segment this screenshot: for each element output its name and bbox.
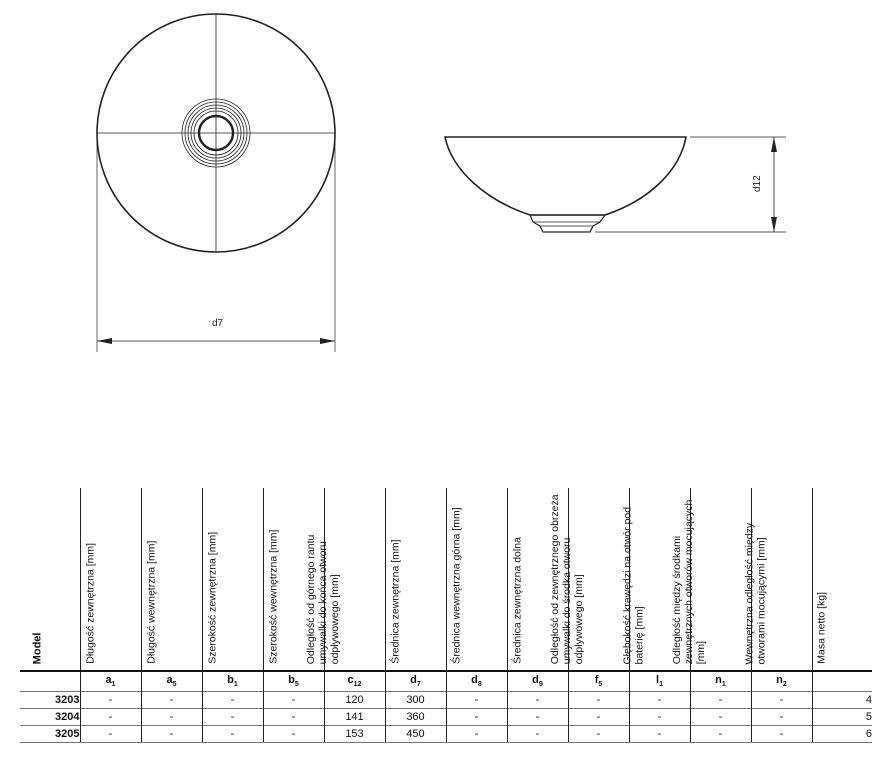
table-cell: - xyxy=(141,692,202,709)
table-cell: - xyxy=(507,692,568,709)
top-view xyxy=(97,14,335,352)
table-body xyxy=(20,692,872,743)
symbol-subscript: 5 xyxy=(294,681,299,689)
symbol-base: n xyxy=(776,674,783,687)
header-model xyxy=(20,488,80,671)
table-cell: - xyxy=(263,709,324,726)
table-cell: - xyxy=(80,709,141,726)
column-header-label: Szerokość zewnętrzna [mm] xyxy=(205,532,218,664)
symbol-subscript: 2 xyxy=(782,681,787,689)
symbol-base: f xyxy=(594,674,599,687)
bowl-profile xyxy=(445,137,686,215)
symbol-base: b xyxy=(227,674,234,687)
table-cell: - xyxy=(446,726,507,743)
column-header-label: Głębokość krawędzi na otwór pod baterię [mm] xyxy=(621,506,645,664)
table-cell: 300 xyxy=(385,692,446,709)
column-header-label: Szerokość wewnętrzna [mm] xyxy=(266,529,279,664)
symbol-base: d xyxy=(532,674,539,687)
symbol-subscript: 5 xyxy=(598,681,603,689)
symbol-base: b xyxy=(288,674,295,687)
table-cell: - xyxy=(690,692,751,709)
column-header xyxy=(141,488,202,671)
model-cell: 3203 xyxy=(20,692,80,709)
column-header xyxy=(743,488,812,671)
symbol-cell xyxy=(812,671,872,692)
column-header-label: Masa netto [kg] xyxy=(815,592,828,664)
column-header xyxy=(385,488,446,671)
symbol-cell xyxy=(568,671,629,692)
column-header xyxy=(446,488,507,671)
column-header xyxy=(304,488,385,671)
d7-arrow-left xyxy=(97,338,112,344)
table-cell: - xyxy=(446,709,507,726)
column-header-label: Wewnętrzna odległość między otworami mocującymi [mm] xyxy=(743,522,767,664)
column-header xyxy=(202,488,263,671)
column-header-label: Długość wewnętrzna [mm] xyxy=(144,540,157,664)
table-cell: - xyxy=(629,709,690,726)
table-cell: - xyxy=(690,709,751,726)
table-cell: - xyxy=(263,692,324,709)
mass-cell: 6 xyxy=(812,726,872,743)
table-cell: - xyxy=(568,709,629,726)
symbol-row xyxy=(20,671,872,692)
symbol-cell xyxy=(20,671,80,692)
table-cell: - xyxy=(629,692,690,709)
table-cell: - xyxy=(80,692,141,709)
d12-label: d12 xyxy=(752,175,763,192)
column-header-label: Model xyxy=(31,632,44,664)
column-header xyxy=(812,488,872,671)
column-header-label: Średnica zewnętrzna dolna xyxy=(510,537,523,664)
symbol-cell xyxy=(690,671,751,692)
symbol-subscript: 8 xyxy=(477,681,482,689)
symbol-cell xyxy=(629,671,690,692)
symbol-subscript: 5 xyxy=(172,681,177,689)
column-header-label: Odległość od górnego rantu umywalki do końca otworu odpływowego [mm] xyxy=(304,534,340,664)
drain-foot xyxy=(530,215,605,232)
symbol-base: a xyxy=(166,674,173,687)
symbol-base: d xyxy=(471,674,478,687)
symbol-base: l xyxy=(656,674,660,687)
table-cell: - xyxy=(568,692,629,709)
table-cell: - xyxy=(507,726,568,743)
table-cell: - xyxy=(446,692,507,709)
side-view xyxy=(445,137,786,232)
table-row xyxy=(20,709,872,726)
symbol-base: c xyxy=(347,674,354,687)
column-header-label: Odległość między środkami zewnętrznych otworów mocujących [mm] xyxy=(670,499,706,664)
table-cell: - xyxy=(141,726,202,743)
table-cell: 141 xyxy=(324,709,385,726)
symbol-cell xyxy=(751,671,812,692)
table-cell: - xyxy=(507,709,568,726)
table-cell: 120 xyxy=(324,692,385,709)
symbol-base: a xyxy=(105,674,112,687)
column-header-label: Odległość od zewnętrznego obrzeża umywalki do środka otworu odpływowego [mm] xyxy=(548,494,584,664)
table-cell: - xyxy=(568,726,629,743)
table-cell: - xyxy=(629,726,690,743)
symbol-subscript: 1 xyxy=(721,681,726,689)
d12-arrow-top xyxy=(771,137,777,152)
d7-label: d7 xyxy=(212,318,224,329)
symbol-cell xyxy=(141,671,202,692)
model-cell: 3204 xyxy=(20,709,80,726)
d12-arrow-bottom xyxy=(771,217,777,232)
table-cell: 360 xyxy=(385,709,446,726)
symbol-cell xyxy=(202,671,263,692)
column-header xyxy=(80,488,141,671)
column-header xyxy=(670,488,751,671)
table-cell: - xyxy=(80,726,141,743)
symbol-base: d xyxy=(410,674,417,687)
table-cell: 153 xyxy=(324,726,385,743)
table-cell: - xyxy=(751,709,812,726)
d7-arrow-right xyxy=(320,338,335,344)
model-cell: 3205 xyxy=(20,726,80,743)
symbol-cell xyxy=(507,671,568,692)
symbol-subscript: 1 xyxy=(111,681,116,689)
column-header-label: Średnica zewnętrzna [mm] xyxy=(388,539,401,664)
symbol-subscript: 9 xyxy=(538,681,543,689)
column-header xyxy=(548,488,629,671)
table-cell: 450 xyxy=(385,726,446,743)
symbol-cell xyxy=(80,671,141,692)
mass-cell: 5 xyxy=(812,709,872,726)
table-cell: - xyxy=(141,709,202,726)
symbol-subscript: 1 xyxy=(233,681,238,689)
table-cell: - xyxy=(202,726,263,743)
table-cell: - xyxy=(751,726,812,743)
symbol-subscript: 12 xyxy=(353,681,362,689)
symbol-subscript: 7 xyxy=(416,681,421,689)
symbol-cell xyxy=(324,671,385,692)
table-cell: - xyxy=(690,726,751,743)
table-cell: - xyxy=(202,709,263,726)
column-header-label: Długość zewnętrzna [mm] xyxy=(83,543,96,664)
symbol-cell xyxy=(263,671,324,692)
spec-table xyxy=(20,488,872,743)
symbol-cell xyxy=(446,671,507,692)
table-row xyxy=(20,692,872,709)
table-cell: - xyxy=(202,692,263,709)
mass-cell: 4 xyxy=(812,692,872,709)
table-cell: - xyxy=(263,726,324,743)
symbol-base: n xyxy=(715,674,722,687)
column-header-label: Średnica wewnętrzna górna [mm] xyxy=(449,507,462,664)
header-row xyxy=(20,488,872,671)
table-row xyxy=(20,726,872,743)
table-cell: - xyxy=(751,692,812,709)
symbol-cell xyxy=(385,671,446,692)
symbol-subscript: 1 xyxy=(659,681,663,689)
